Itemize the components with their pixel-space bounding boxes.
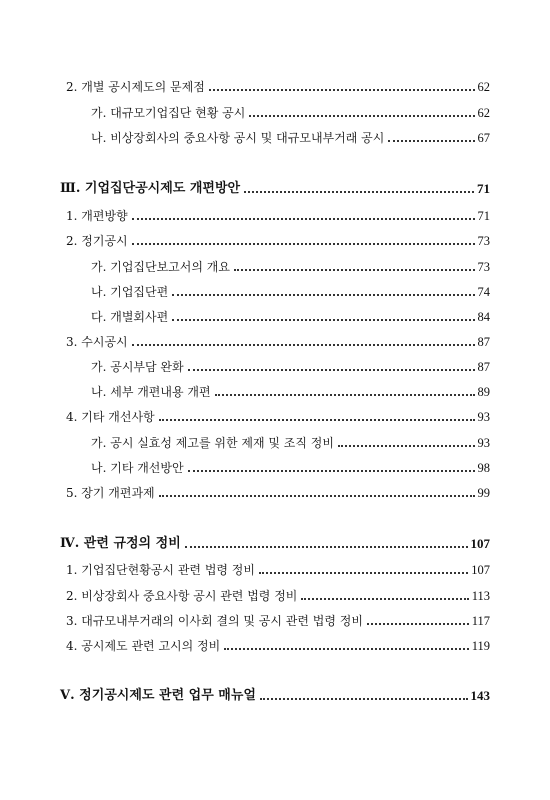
dot-leader [249, 114, 474, 117]
toc-entry-page: 73 [477, 234, 490, 248]
toc-chapter-page: 107 [470, 536, 490, 551]
toc-entry-page: 119 [471, 639, 490, 653]
toc-entry[interactable] [91, 457, 490, 479]
toc-entry[interactable] [66, 585, 490, 607]
toc-entry-page: 93 [477, 410, 490, 424]
toc-entry[interactable] [91, 281, 490, 303]
toc-entry-title: 다. 개별회사편 [91, 310, 169, 324]
toc-entry-title: 가. 기업집단보고서의 개요 [91, 260, 230, 274]
toc-entry-title: 가. 공시 실효성 제고를 위한 제재 및 조직 정비 [91, 436, 334, 450]
dot-leader [259, 571, 468, 574]
toc-entry[interactable] [66, 205, 490, 227]
toc-entry[interactable] [91, 432, 490, 454]
toc-entry-page: 113 [471, 589, 490, 603]
toc-chapter-title: Ⅲ. 기업집단공시제도 개편방안 [60, 181, 241, 196]
toc-chapter-title: Ⅴ. 정기공시제도 관련 업무 매뉴얼 [60, 688, 256, 703]
dot-leader [132, 343, 475, 346]
toc-entry[interactable] [66, 406, 490, 428]
toc-entry-title: 1. 기업집단현황공시 관련 법령 정비 [66, 563, 255, 577]
toc-entry-page: 107 [471, 563, 490, 577]
dot-leader [209, 88, 475, 91]
toc-entry-page: 74 [477, 285, 490, 299]
toc-chapter[interactable] [60, 533, 490, 555]
dot-leader [388, 139, 474, 142]
toc-entry-page: 87 [477, 360, 490, 374]
dot-leader [172, 293, 474, 296]
toc-entry-page: 98 [477, 461, 490, 475]
toc-entry[interactable] [66, 331, 490, 353]
dot-leader [188, 469, 475, 472]
toc-chapter-page: 143 [470, 688, 490, 703]
toc-entry-page: 84 [477, 310, 490, 324]
dot-leader [224, 647, 468, 650]
toc-entry-title: 3. 대규모내부거래의 이사회 결의 및 공시 관련 법령 정비 [66, 614, 363, 628]
toc-entry[interactable] [91, 306, 490, 328]
toc-chapter[interactable] [60, 178, 490, 200]
toc-entry[interactable] [66, 559, 490, 581]
dot-leader [367, 622, 469, 625]
dot-leader [338, 444, 475, 447]
toc-entry-title: 4. 기타 개선사항 [66, 410, 155, 424]
toc-entry-title: 나. 세부 개편내용 개편 [91, 385, 211, 399]
toc-entry-page: 87 [477, 335, 490, 349]
toc-entry-page: 117 [471, 614, 490, 628]
dot-leader [159, 418, 475, 421]
toc-entry[interactable] [91, 356, 490, 378]
dot-leader [185, 545, 468, 548]
toc-entry-page: 62 [477, 80, 490, 94]
toc-entry-title: 2. 비상장회사 중요사항 공시 관련 법령 정비 [66, 589, 298, 603]
toc-entry-title: 가. 대규모기업집단 현황 공시 [91, 106, 246, 120]
dot-leader [260, 697, 468, 700]
dot-leader [132, 242, 475, 245]
toc-entry[interactable] [91, 256, 490, 278]
toc-entry[interactable] [91, 102, 490, 124]
toc-entry-page: 67 [477, 131, 490, 145]
dot-leader [234, 268, 475, 271]
dot-leader [172, 318, 474, 321]
toc-entry-title: 2. 정기공시 [66, 234, 128, 248]
dot-leader [244, 190, 474, 193]
toc-entry[interactable] [66, 610, 490, 632]
dot-leader [301, 597, 468, 600]
dot-leader [188, 368, 475, 371]
toc-entry-title: 나. 기타 개선방안 [91, 461, 184, 475]
toc-entry-title: 3. 수시공시 [66, 335, 128, 349]
toc-entry[interactable] [66, 482, 490, 504]
toc-entry-title: 2. 개별 공시제도의 문제점 [66, 80, 205, 94]
toc-entry-page: 89 [477, 385, 490, 399]
toc-chapter-page: 71 [477, 181, 490, 196]
toc-entry-page: 99 [477, 486, 490, 500]
toc-entry-title: 4. 공시제도 관련 고시의 정비 [66, 639, 221, 653]
toc-entry[interactable] [66, 230, 490, 252]
toc-chapter[interactable] [60, 685, 490, 707]
toc-entry-page: 93 [477, 436, 490, 450]
dot-leader [159, 494, 475, 497]
toc-entry-title: 5. 장기 개편과제 [66, 486, 155, 500]
toc-entry-title: 나. 비상장회사의 중요사항 공시 및 대규모내부거래 공시 [91, 131, 385, 145]
toc-entry-title: 가. 공시부담 완화 [91, 360, 184, 374]
toc-entry-title: 1. 개편방향 [66, 209, 128, 223]
toc-entry-title: 나. 기업집단편 [91, 285, 169, 299]
toc-entry-page: 73 [477, 260, 490, 274]
dot-leader [215, 393, 475, 396]
toc-entry[interactable] [91, 127, 490, 149]
toc-entry[interactable] [66, 635, 490, 657]
toc-entry-page: 71 [477, 209, 490, 223]
toc-entry-page: 62 [477, 106, 490, 120]
toc-entry[interactable] [91, 381, 490, 403]
toc-entry[interactable] [66, 76, 490, 98]
toc-chapter-title: Ⅳ. 관련 규정의 정비 [60, 536, 181, 551]
dot-leader [132, 217, 475, 220]
